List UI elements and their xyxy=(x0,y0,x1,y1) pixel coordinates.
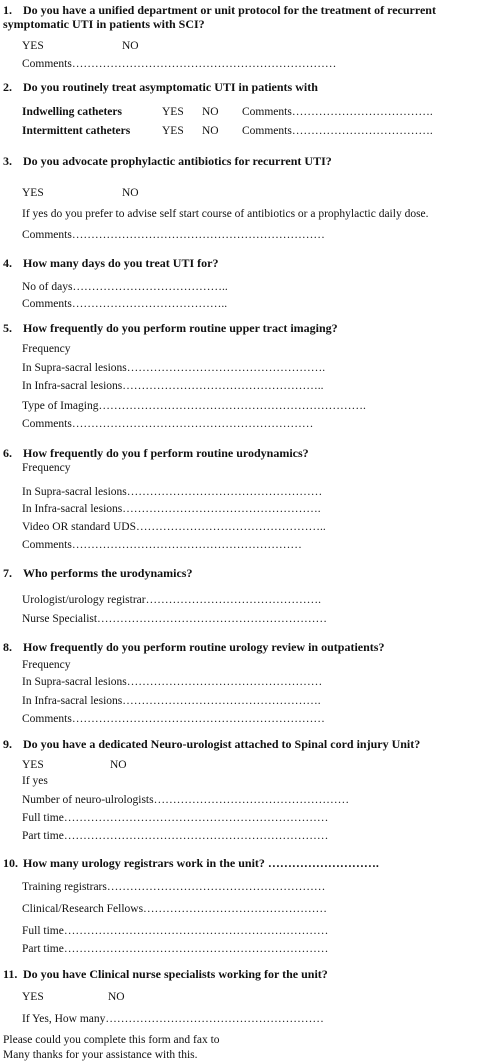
q6-video-field[interactable]: Video OR standard UDS………………………………………….. xyxy=(22,521,326,533)
question-text: How many days do you treat UTI for? xyxy=(23,256,219,270)
question-3 xyxy=(3,154,332,168)
q3-if-yes-text: If yes do you prefer to advise self start course of antibiotics or a prophylactic daily dose. xyxy=(22,208,429,220)
question-text: Do you routinely treat asymptomatic UTI in patients with xyxy=(23,80,318,94)
q2-indwelling-yes[interactable]: YES xyxy=(162,106,184,118)
question-9 xyxy=(3,737,420,751)
question-1 xyxy=(3,3,473,31)
question-number: 1. xyxy=(3,3,12,17)
q9-fulltime-field[interactable]: Full time…………………………………………………………… xyxy=(22,812,329,824)
q9-parttime-field[interactable]: Part time…………………………………………………………… xyxy=(22,830,329,842)
q3-yes-option[interactable]: YES xyxy=(22,187,44,199)
question-text: How frequently do you f perform routine urodynamics? xyxy=(23,446,309,460)
q10-training-field[interactable]: Training registrars………………………………………………… xyxy=(22,881,326,893)
thanks-note: Many thanks for your assistance with this. xyxy=(3,1049,198,1061)
q5-infra-field[interactable]: In Infra-sacral lesions…………………………………………….. xyxy=(22,380,324,392)
question-number: 10. xyxy=(3,856,18,870)
q2-indwelling-label: Indwelling catheters xyxy=(22,106,122,118)
q5-frequency-label: Frequency xyxy=(22,343,71,355)
q6-infra-field[interactable]: In Infra-sacral lesions……………………………………………. xyxy=(22,503,321,515)
q11-yes-option[interactable]: YES xyxy=(22,991,44,1003)
q10-fulltime-field[interactable]: Full time…………………………………………………………… xyxy=(22,925,329,937)
question-number: 7. xyxy=(3,566,12,580)
q1-yes-option[interactable]: YES xyxy=(22,40,44,52)
question-4 xyxy=(3,256,218,270)
q11-no-option[interactable]: NO xyxy=(108,991,125,1003)
q9-number-field[interactable]: Number of neuro-ulrologists…………………………………………… xyxy=(22,794,350,806)
q8-comments-field[interactable]: Comments………………………………………………………… xyxy=(22,713,325,725)
question-text: Do you have a unified department or unit protocol for the treatment of recurrent symptomatic UTI in patients with SCI? xyxy=(3,3,436,31)
q2-indwelling-comments[interactable]: Comments………………………………. xyxy=(242,106,433,118)
q10-fellows-field[interactable]: Clinical/Research Fellows………………………………………… xyxy=(22,903,328,915)
q9-yes-option[interactable]: YES xyxy=(22,759,44,771)
question-text: How frequently do you perform routine upper tract imaging? xyxy=(23,321,338,335)
question-number: 4. xyxy=(3,256,12,270)
q8-supra-field[interactable]: In Supra-sacral lesions…………………………………………… xyxy=(22,676,323,688)
question-text: Who performs the urodynamics? xyxy=(23,566,193,580)
q7-registrar-field[interactable]: Urologist/urology registrar………………………………………. xyxy=(22,594,321,606)
q2-intermittent-yes[interactable]: YES xyxy=(162,125,184,137)
q10-parttime-field[interactable]: Part time…………………………………………………………… xyxy=(22,943,329,955)
q11-howmany-field[interactable]: If Yes, How many………………………………………………… xyxy=(22,1013,324,1025)
q1-comments-field[interactable]: Comments…………………………………………………………… xyxy=(22,58,337,70)
question-text: How frequently do you perform routine urology review in outpatients? xyxy=(23,640,385,654)
q5-supra-field[interactable]: In Supra-sacral lesions……………………………………………. xyxy=(22,362,326,374)
question-text: Do you advocate prophylactic antibiotics for recurrent UTI? xyxy=(23,154,332,168)
q9-no-option[interactable]: NO xyxy=(110,759,127,771)
question-10 xyxy=(3,856,379,870)
question-11 xyxy=(3,967,328,981)
q7-nurse-field[interactable]: Nurse Specialist…………………………………………………… xyxy=(22,613,328,625)
q9-if-yes-label: If yes xyxy=(22,775,48,787)
question-2 xyxy=(3,80,318,94)
q3-no-option[interactable]: NO xyxy=(122,187,139,199)
question-5 xyxy=(3,321,338,335)
question-number: 9. xyxy=(3,737,12,751)
q2-intermittent-label: Intermittent catheters xyxy=(22,125,131,137)
q4-days-field[interactable]: No of days………………………………….. xyxy=(22,281,228,293)
question-number: 5. xyxy=(3,321,12,335)
q3-comments-field[interactable]: Comments………………………………………………………… xyxy=(22,229,325,241)
question-number: 2. xyxy=(3,80,12,94)
question-7 xyxy=(3,566,192,580)
q4-comments-field[interactable]: Comments………………………………….. xyxy=(22,298,228,310)
q8-frequency-label: Frequency xyxy=(22,659,71,671)
question-number: 6. xyxy=(3,446,12,460)
q2-intermittent-comments[interactable]: Comments………………………………. xyxy=(242,125,433,137)
fax-instruction: Please could you complete this form and fax to xyxy=(3,1034,220,1046)
question-number: 11. xyxy=(3,967,18,981)
question-text: Do you have Clinical nurse specialists working for the unit? xyxy=(23,967,328,981)
question-number: 3. xyxy=(3,154,12,168)
question-number: 8. xyxy=(3,640,12,654)
question-text: Do you have a dedicated Neuro-urologist attached to Spinal cord injury Unit? xyxy=(23,737,421,751)
q1-no-option[interactable]: NO xyxy=(122,40,139,52)
q2-indwelling-no[interactable]: NO xyxy=(202,106,219,118)
question-8 xyxy=(3,640,384,654)
q6-supra-field[interactable]: In Supra-sacral lesions…………………………………………… xyxy=(22,486,323,498)
q5-imaging-field[interactable]: Type of Imaging……………………………………………………………. xyxy=(22,400,366,412)
q2-intermittent-no[interactable]: NO xyxy=(202,125,219,137)
q5-comments-field[interactable]: Comments……………………………………………………… xyxy=(22,418,314,430)
q6-comments-field[interactable]: Comments…………………………………………………… xyxy=(22,539,302,551)
question-text: How many urology registrars work in the unit? ………………………. xyxy=(23,856,379,870)
q6-frequency-label: Frequency xyxy=(22,462,71,474)
q8-infra-field[interactable]: In Infra-sacral lesions……………………………………………. xyxy=(22,695,321,707)
question-6 xyxy=(3,446,309,460)
